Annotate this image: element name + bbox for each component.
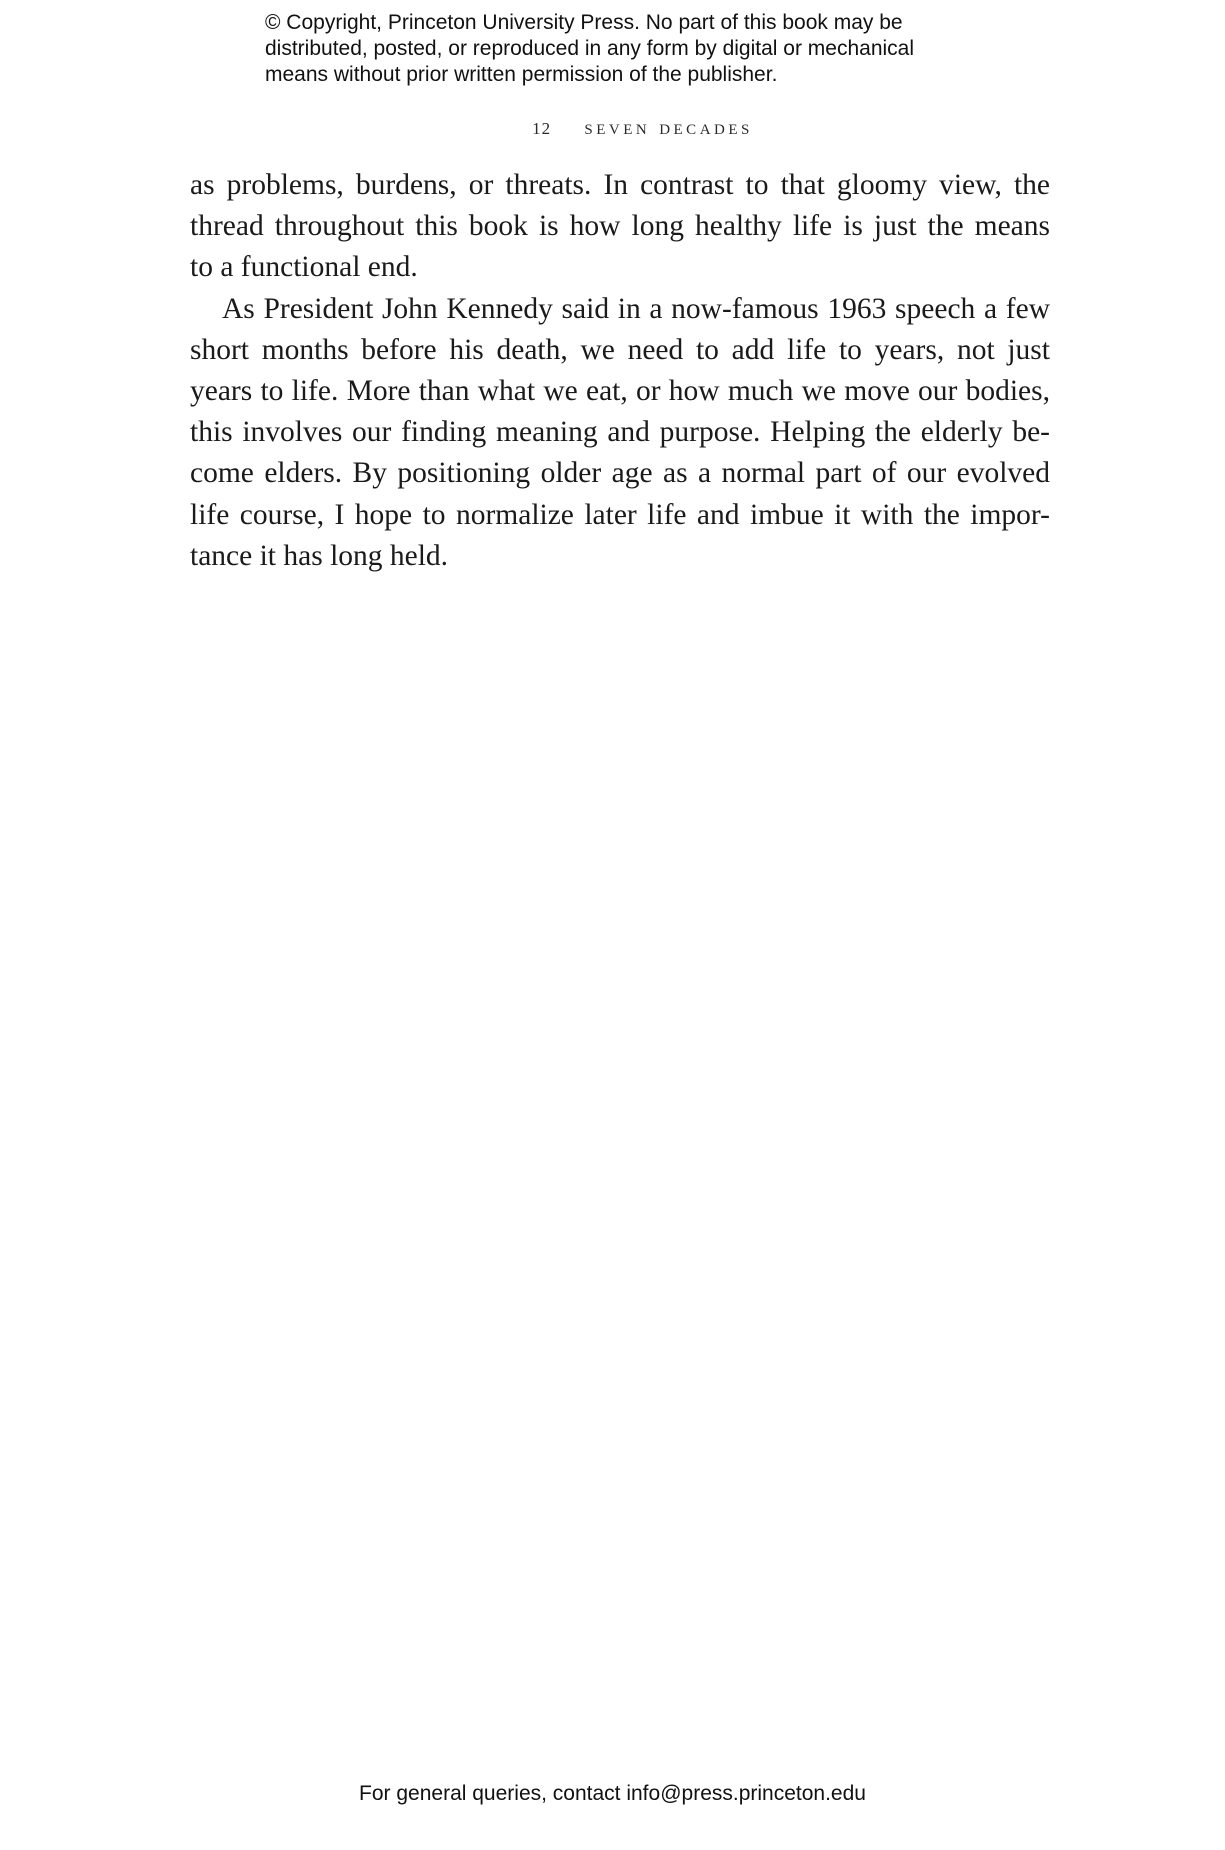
text-line: tance it has long held. <box>190 539 449 572</box>
text-line: life course, I hope to normalize later life and imbue it with the impor- <box>190 498 1050 531</box>
text-line: to a functional end. <box>190 251 418 284</box>
running-head-title: seven decades <box>584 114 753 139</box>
running-head <box>30 114 1225 140</box>
text-line: this involves our finding meaning and purpose. Helping the elderly be- <box>190 416 1050 449</box>
text-line: years to life. More than what we eat, or how much we move our bodies, <box>190 375 1050 408</box>
text-line: As President John Kennedy said in a now-famous 1963 speech a few <box>222 292 1050 325</box>
copyright-line: © Copyright, Princeton University Press. No part of this book may be <box>265 11 903 34</box>
copyright-notice <box>265 10 1005 88</box>
body-text <box>190 165 1050 577</box>
text-line: come elders. By positioning older age as a normal part of our evolved <box>190 457 1050 490</box>
copyright-line: means without prior written permission of the publisher. <box>265 63 778 86</box>
text-line: thread throughout this book is how long healthy life is just the means <box>190 210 1050 243</box>
footer-text: For general queries, contact info@press.princeton.edu <box>359 1782 866 1805</box>
paragraph <box>190 289 1050 577</box>
text-line: short months before his death, we need to add life to years, not just <box>190 333 1050 366</box>
page-number: 12 <box>532 119 552 138</box>
text-line: as problems, burdens, or threats. In contrast to that gloomy view, the <box>190 169 1050 201</box>
copyright-line: distributed, posted, or reproduced in any form by digital or mechanical <box>265 37 915 60</box>
paragraph <box>190 165 1050 289</box>
footer-contact <box>0 1782 1225 1806</box>
